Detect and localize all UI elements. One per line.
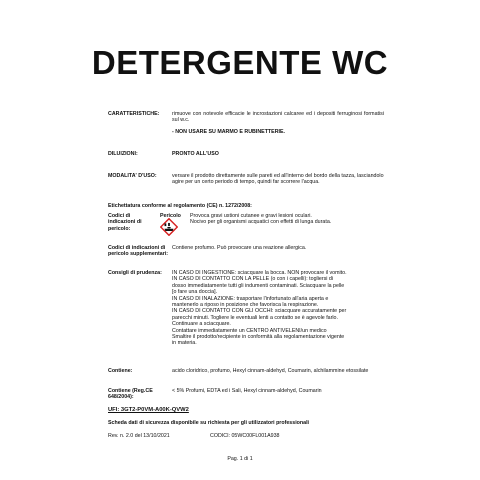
modalita-text: versare il prodotto direttamente sulle pareti ed all'interno del bordo della tazza, lasciandolo agire per un certo periodo di tempo, quindi far scorrere l'acqua. [172,173,384,186]
prudenza-line: IN CASO DI INALAZIONE: trasportare l'infortunato all'aria aperta e [172,295,329,302]
pictogram-caption: Pericolo [160,213,181,219]
prudenza-line: Contattare immediatamente un CENTRO ANTIVELENI/un medico [172,327,327,334]
pericolo-line-2: Nocivo per gli organismi acquatici con effetti di lunga durata. [190,219,332,225]
caratteristiche-text: rimuove con notevole efficacie le incrostazioni calcaree ed i depositi ferruginosi formatisi sul w.c. [172,111,384,124]
prudenza-line: mantenerlo a riposo in posizione che favorisca la respirazione. [172,302,319,308]
prudenza-line: dosso immediatamente tutti gli indumenti contaminati. Sciacquare la pelle [172,282,345,289]
prudenza-line: Smaltire il prodotto/recipiente in conformità alla regolamentazione vigente [172,334,345,340]
codici-supplementari-text: Contiene profumo. Può provocare una reazione allergica. [172,245,307,251]
revision: Rev. n. 2.0 del 13/10/2021 [108,433,170,439]
diluizioni-label: DILUIZIONI: [108,151,138,157]
contiene-648-text: < 5% Profumi, EDTA ed i Sali, Hexyl cinnam-aldehyd, Coumarin [172,388,322,394]
contiene-648-label: Contiene (Reg.CE 648/2004): [108,388,153,401]
pericolo-line-1: Provoca gravi ustioni cutanee e gravi lesioni oculari. [190,213,312,219]
contiene-label: Contiene: [108,368,133,374]
caratteristiche-label: CARATTERISTICHE: [108,111,160,117]
product-code: CODICI: 05WC00FL001A938 [210,433,280,439]
contiene-text: acido cloridrico, profumo, Hexyl cinnam-aldehyd, Coumarin, alchilammine etossilate [172,368,369,374]
caratteristiche-warning: - NON USARE SU MARMO E RUBINETTERIE. [172,129,286,135]
prudenza-line: IN CASO DI INGESTIONE: sciacquare la bocca. NON provocare il vomito. [172,270,347,276]
prudenza-line: IN CASO DI CONTATTO CON LA PELLE (o con i capelli): togliersi di [172,276,334,283]
etichettatura-heading: Etichettatura conforme al regolamento (CE) n. 1272/2008: [108,203,252,209]
prudenza-line: parecchi minuti. Togliere le eventuali lenti a contatto se è agevole farlo. [172,314,338,321]
prudenza-line: Continuare a sciacquare. [172,321,231,328]
corrosive-icon [160,218,178,236]
diluizioni-value: PRONTO ALL'USO [172,151,219,157]
page-title: DETERGENTE WC [91,44,389,81]
modalita-label: MODALITA' D'USO: [108,173,157,179]
ufi-code: UFI: 3GT2-P0VM-A00K-QVW2 [108,407,189,413]
codici-pericolo-label: Codici di indicazioni di pericolo: [108,213,142,232]
scheda-note: Scheda dati di sicurezza disponibile su richiesta per gli utilizzatori professionali [108,420,310,426]
codici-supplementari-label: Codici di indicazioni di pericolo supplementari: [108,245,169,258]
prudenza-label: Consigli di prudenza: [108,270,162,276]
prudenza-line: IN CASO DI CONTATTO CON GLI OCCHI: sciacquare accuratamente per [172,308,347,315]
page-number: Pag. 1 di 1 [227,456,253,462]
prudenza-line: in materia. [172,340,197,347]
prudenza-line: [o fare una doccia]. [172,289,218,296]
